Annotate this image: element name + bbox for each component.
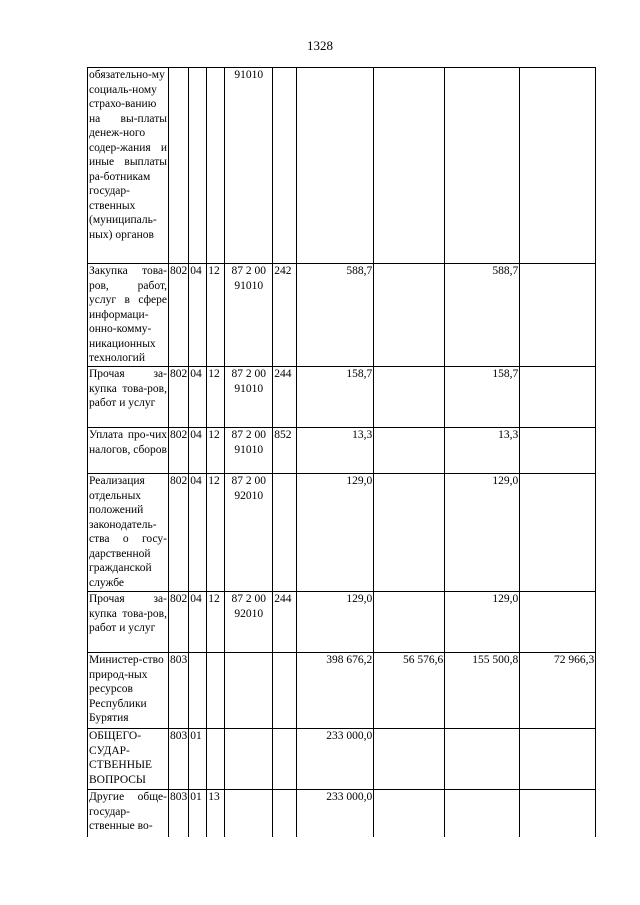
amount-col4 [520, 729, 596, 790]
subsection-code [207, 729, 225, 790]
subsection-code [207, 653, 225, 729]
amount-col3: 13,3 [445, 428, 520, 474]
target-article-code [225, 653, 273, 729]
amount-col4 [520, 474, 596, 592]
amount-col3 [445, 790, 520, 837]
amount-total: 233 000,0 [297, 729, 374, 790]
expense-type-code [273, 653, 297, 729]
subsection-code: 12 [207, 474, 225, 592]
amount-col2 [374, 68, 445, 264]
section-code: 04 [189, 428, 207, 474]
target-article-code: 87 2 00 92010 [225, 474, 273, 592]
amount-col2 [374, 264, 445, 367]
amount-total: 158,7 [297, 367, 374, 428]
table-row [88, 428, 596, 474]
budget-table [87, 67, 596, 837]
amount-col4 [520, 367, 596, 428]
ministry-code: 802 [169, 428, 189, 474]
amount-col4 [520, 68, 596, 264]
expense-type-code [273, 729, 297, 790]
row-name: Закупка това-ров, работ, услуг в сфере информаци-онно-комму-никационных технологий [88, 264, 169, 367]
section-code [189, 653, 207, 729]
ministry-code: 802 [169, 592, 189, 653]
subsection-code: 13 [207, 790, 225, 837]
section-code: 04 [189, 474, 207, 592]
section-code [189, 68, 207, 264]
amount-total: 233 000,0 [297, 790, 374, 837]
row-name: Прочая за-купка това-ров, работ и услуг [88, 367, 169, 428]
amount-col4 [520, 428, 596, 474]
amount-col2 [374, 367, 445, 428]
amount-total: 129,0 [297, 474, 374, 592]
expense-type-code: 852 [273, 428, 297, 474]
target-article-code: 87 2 00 91010 [225, 367, 273, 428]
target-article-code [225, 729, 273, 790]
section-code: 04 [189, 264, 207, 367]
amount-col3: 158,7 [445, 367, 520, 428]
ministry-code: 802 [169, 367, 189, 428]
amount-col2: 56 576,6 [374, 653, 445, 729]
table-row [88, 790, 596, 837]
amount-col2 [374, 474, 445, 592]
amount-total: 129,0 [297, 592, 374, 653]
amount-col3: 155 500,8 [445, 653, 520, 729]
table-row [88, 474, 596, 592]
row-name: Уплата про-чих налогов, сборов [88, 428, 169, 474]
amount-col4 [520, 790, 596, 837]
ministry-code: 803 [169, 729, 189, 790]
amount-col2 [374, 592, 445, 653]
expense-type-code: 244 [273, 367, 297, 428]
expense-type-code: 244 [273, 592, 297, 653]
ministry-code: 802 [169, 264, 189, 367]
amount-col4 [520, 264, 596, 367]
subsection-code: 12 [207, 592, 225, 653]
amount-total: 398 676,2 [297, 653, 374, 729]
amount-col3 [445, 729, 520, 790]
subsection-code: 12 [207, 428, 225, 474]
row-name: Реализация отдельных положений законодатель-ства о госу-дарственной гражданской службе [88, 474, 169, 592]
amount-col2 [374, 428, 445, 474]
target-article-code [225, 790, 273, 837]
amount-col3 [445, 68, 520, 264]
subsection-code: 12 [207, 264, 225, 367]
section-code: 04 [189, 592, 207, 653]
ministry-code [169, 68, 189, 264]
amount-col2 [374, 790, 445, 837]
table-row [88, 68, 596, 264]
ministry-code: 802 [169, 474, 189, 592]
page-number: 1328 [307, 38, 333, 53]
table-row [88, 367, 596, 428]
ministry-code: 803 [169, 790, 189, 837]
subsection-code: 12 [207, 367, 225, 428]
table-row [88, 653, 596, 729]
row-name: обязательно-му социаль-ному страхо-ванию на вы-платы денеж-ного содер-жания и иные выплаты ра-ботникам государ-ственных (муниципаль-ных) органов [88, 68, 169, 264]
row-name: ОБЩЕГО-СУДАР-СТВЕННЫЕ ВОПРОСЫ [88, 729, 169, 790]
subsection-code [207, 68, 225, 264]
amount-col3: 129,0 [445, 592, 520, 653]
target-article-code: 91010 [225, 68, 273, 264]
amount-col3: 129,0 [445, 474, 520, 592]
table-row [88, 592, 596, 653]
section-code: 04 [189, 367, 207, 428]
ministry-code: 803 [169, 653, 189, 729]
expense-type-code [273, 790, 297, 837]
amount-total [297, 68, 374, 264]
row-name: Министер-ство природ-ных ресурсов Республики Бурятия [88, 653, 169, 729]
amount-col3: 588,7 [445, 264, 520, 367]
amount-total: 588,7 [297, 264, 374, 367]
target-article-code: 87 2 00 91010 [225, 264, 273, 367]
row-name: Другие обще-государ-ственные во- [88, 790, 169, 837]
amount-col2 [374, 729, 445, 790]
section-code: 01 [189, 790, 207, 837]
amount-col4 [520, 592, 596, 653]
amount-col4: 72 966,3 [520, 653, 596, 729]
expense-type-code [273, 474, 297, 592]
amount-total: 13,3 [297, 428, 374, 474]
table-row [88, 729, 596, 790]
section-code: 01 [189, 729, 207, 790]
table-row [88, 264, 596, 367]
target-article-code: 87 2 00 92010 [225, 592, 273, 653]
expense-type-code: 242 [273, 264, 297, 367]
expense-type-code [273, 68, 297, 264]
target-article-code: 87 2 00 91010 [225, 428, 273, 474]
row-name: Прочая за-купка това-ров, работ и услуг [88, 592, 169, 653]
